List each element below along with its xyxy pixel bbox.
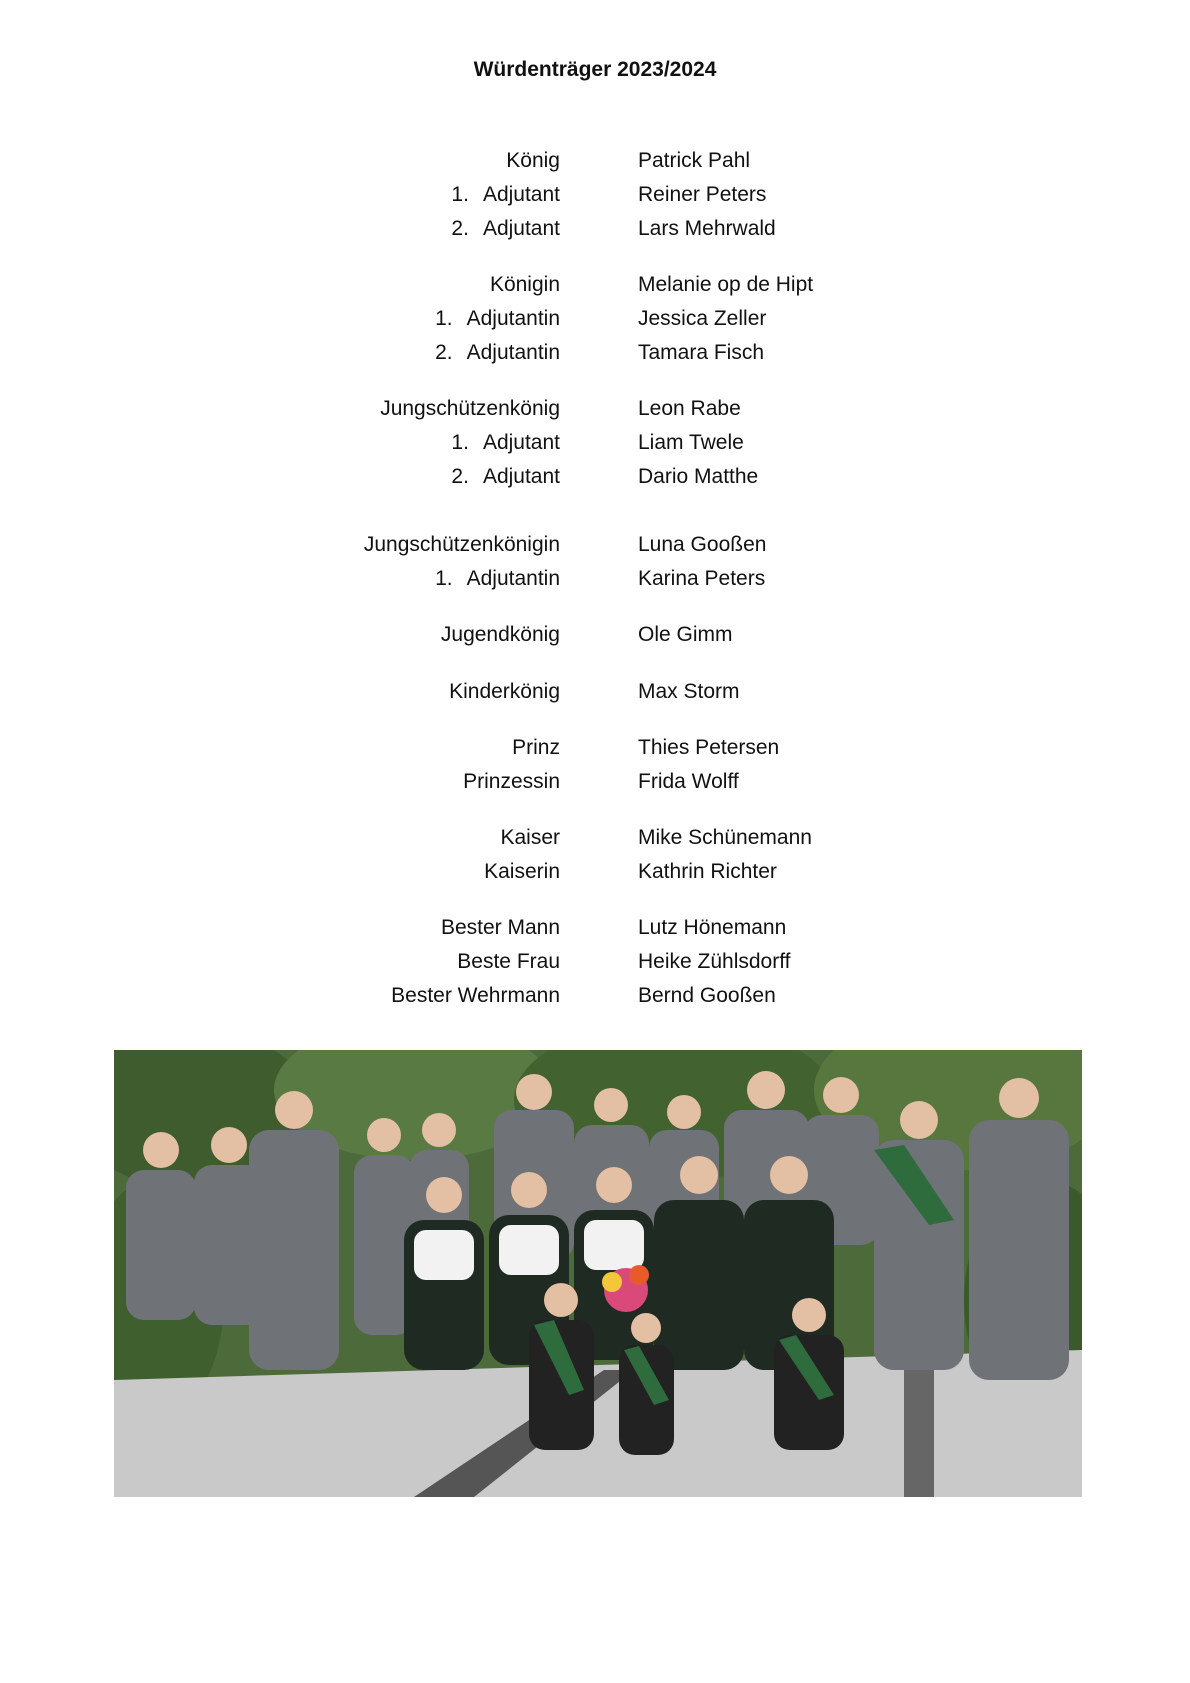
person-name: Frida Wolff bbox=[638, 770, 739, 793]
role-label: Jungschützenkönig bbox=[380, 397, 560, 420]
role-label: 2. Adjutant bbox=[451, 214, 560, 244]
role-label: Beste Frau bbox=[457, 950, 560, 973]
list-item bbox=[0, 564, 1190, 594]
role-label: Jugendkönig bbox=[440, 623, 560, 646]
person-name: Lutz Hönemann bbox=[638, 916, 787, 939]
role-label: Jungschützenkönigin bbox=[363, 533, 560, 556]
list-number: 2. bbox=[451, 465, 469, 488]
person-name: Jessica Zeller bbox=[638, 307, 767, 330]
role-label: Kinderkönig bbox=[449, 680, 560, 703]
person-name: Heike Zühlsdorff bbox=[638, 950, 791, 973]
role-label: 1. Adjutant bbox=[451, 428, 560, 458]
person-name: Ole Gimm bbox=[638, 623, 733, 646]
person-name: Bernd Gooßen bbox=[638, 984, 776, 1007]
list-item bbox=[0, 620, 1190, 650]
group-photo bbox=[114, 1050, 1082, 1497]
role-label: Bester Mann bbox=[440, 916, 560, 939]
list-item bbox=[0, 677, 1190, 707]
role-label: 1. Adjutantin bbox=[435, 564, 560, 594]
list-item bbox=[0, 338, 1190, 368]
role-label: König bbox=[506, 149, 560, 172]
role-label: Prinzessin bbox=[463, 770, 560, 793]
role-label: Kaiserin bbox=[484, 860, 560, 883]
list-number: 2. bbox=[435, 341, 453, 364]
role-label: 1. Adjutantin bbox=[435, 304, 560, 334]
person-name: Reiner Peters bbox=[638, 183, 767, 206]
list-item bbox=[0, 270, 1190, 300]
person-name: Max Storm bbox=[638, 680, 740, 703]
person-name: Tamara Fisch bbox=[638, 341, 765, 364]
role-label: 1. Adjutant bbox=[451, 180, 560, 210]
person-name: Thies Petersen bbox=[638, 736, 780, 759]
person-name: Mike Schünemann bbox=[638, 826, 812, 849]
person-name: Karina Peters bbox=[638, 567, 766, 590]
person-name: Leon Rabe bbox=[638, 397, 741, 420]
list-number: 1. bbox=[435, 567, 453, 590]
person-name: Kathrin Richter bbox=[638, 860, 777, 883]
list-item bbox=[0, 857, 1190, 887]
list-item bbox=[0, 767, 1190, 797]
person-name: Melanie op de Hipt bbox=[638, 273, 814, 296]
role-label: Prinz bbox=[512, 736, 560, 759]
list-item bbox=[0, 180, 1190, 210]
list-item bbox=[0, 733, 1190, 763]
list-item bbox=[0, 304, 1190, 334]
list-item bbox=[0, 913, 1190, 943]
list-item bbox=[0, 981, 1190, 1011]
group-photo-icon bbox=[114, 1050, 1082, 1497]
list-item bbox=[0, 146, 1190, 176]
list-item bbox=[0, 530, 1190, 560]
list-item bbox=[0, 214, 1190, 244]
role-label: Kaiser bbox=[500, 826, 560, 849]
person-name: Dario Matthe bbox=[638, 465, 759, 488]
list-number: 1. bbox=[435, 307, 453, 330]
role-label: 2. Adjutant bbox=[451, 462, 560, 492]
list-item bbox=[0, 428, 1190, 458]
list-item bbox=[0, 947, 1190, 977]
page-title: Würdenträger 2023/2024 bbox=[473, 58, 717, 81]
list-item bbox=[0, 394, 1190, 424]
role-label: 2. Adjutantin bbox=[435, 338, 560, 368]
list-item bbox=[0, 462, 1190, 492]
list-item bbox=[0, 823, 1190, 853]
list-number: 1. bbox=[451, 183, 469, 206]
person-name: Luna Gooßen bbox=[638, 533, 767, 556]
person-name: Liam Twele bbox=[638, 431, 744, 454]
list-number: 1. bbox=[451, 431, 469, 454]
list-number: 2. bbox=[451, 217, 469, 240]
role-label: Königin bbox=[489, 273, 560, 296]
person-name: Lars Mehrwald bbox=[638, 217, 776, 240]
person-name: Patrick Pahl bbox=[638, 149, 751, 172]
role-label: Bester Wehrmann bbox=[391, 984, 560, 1007]
